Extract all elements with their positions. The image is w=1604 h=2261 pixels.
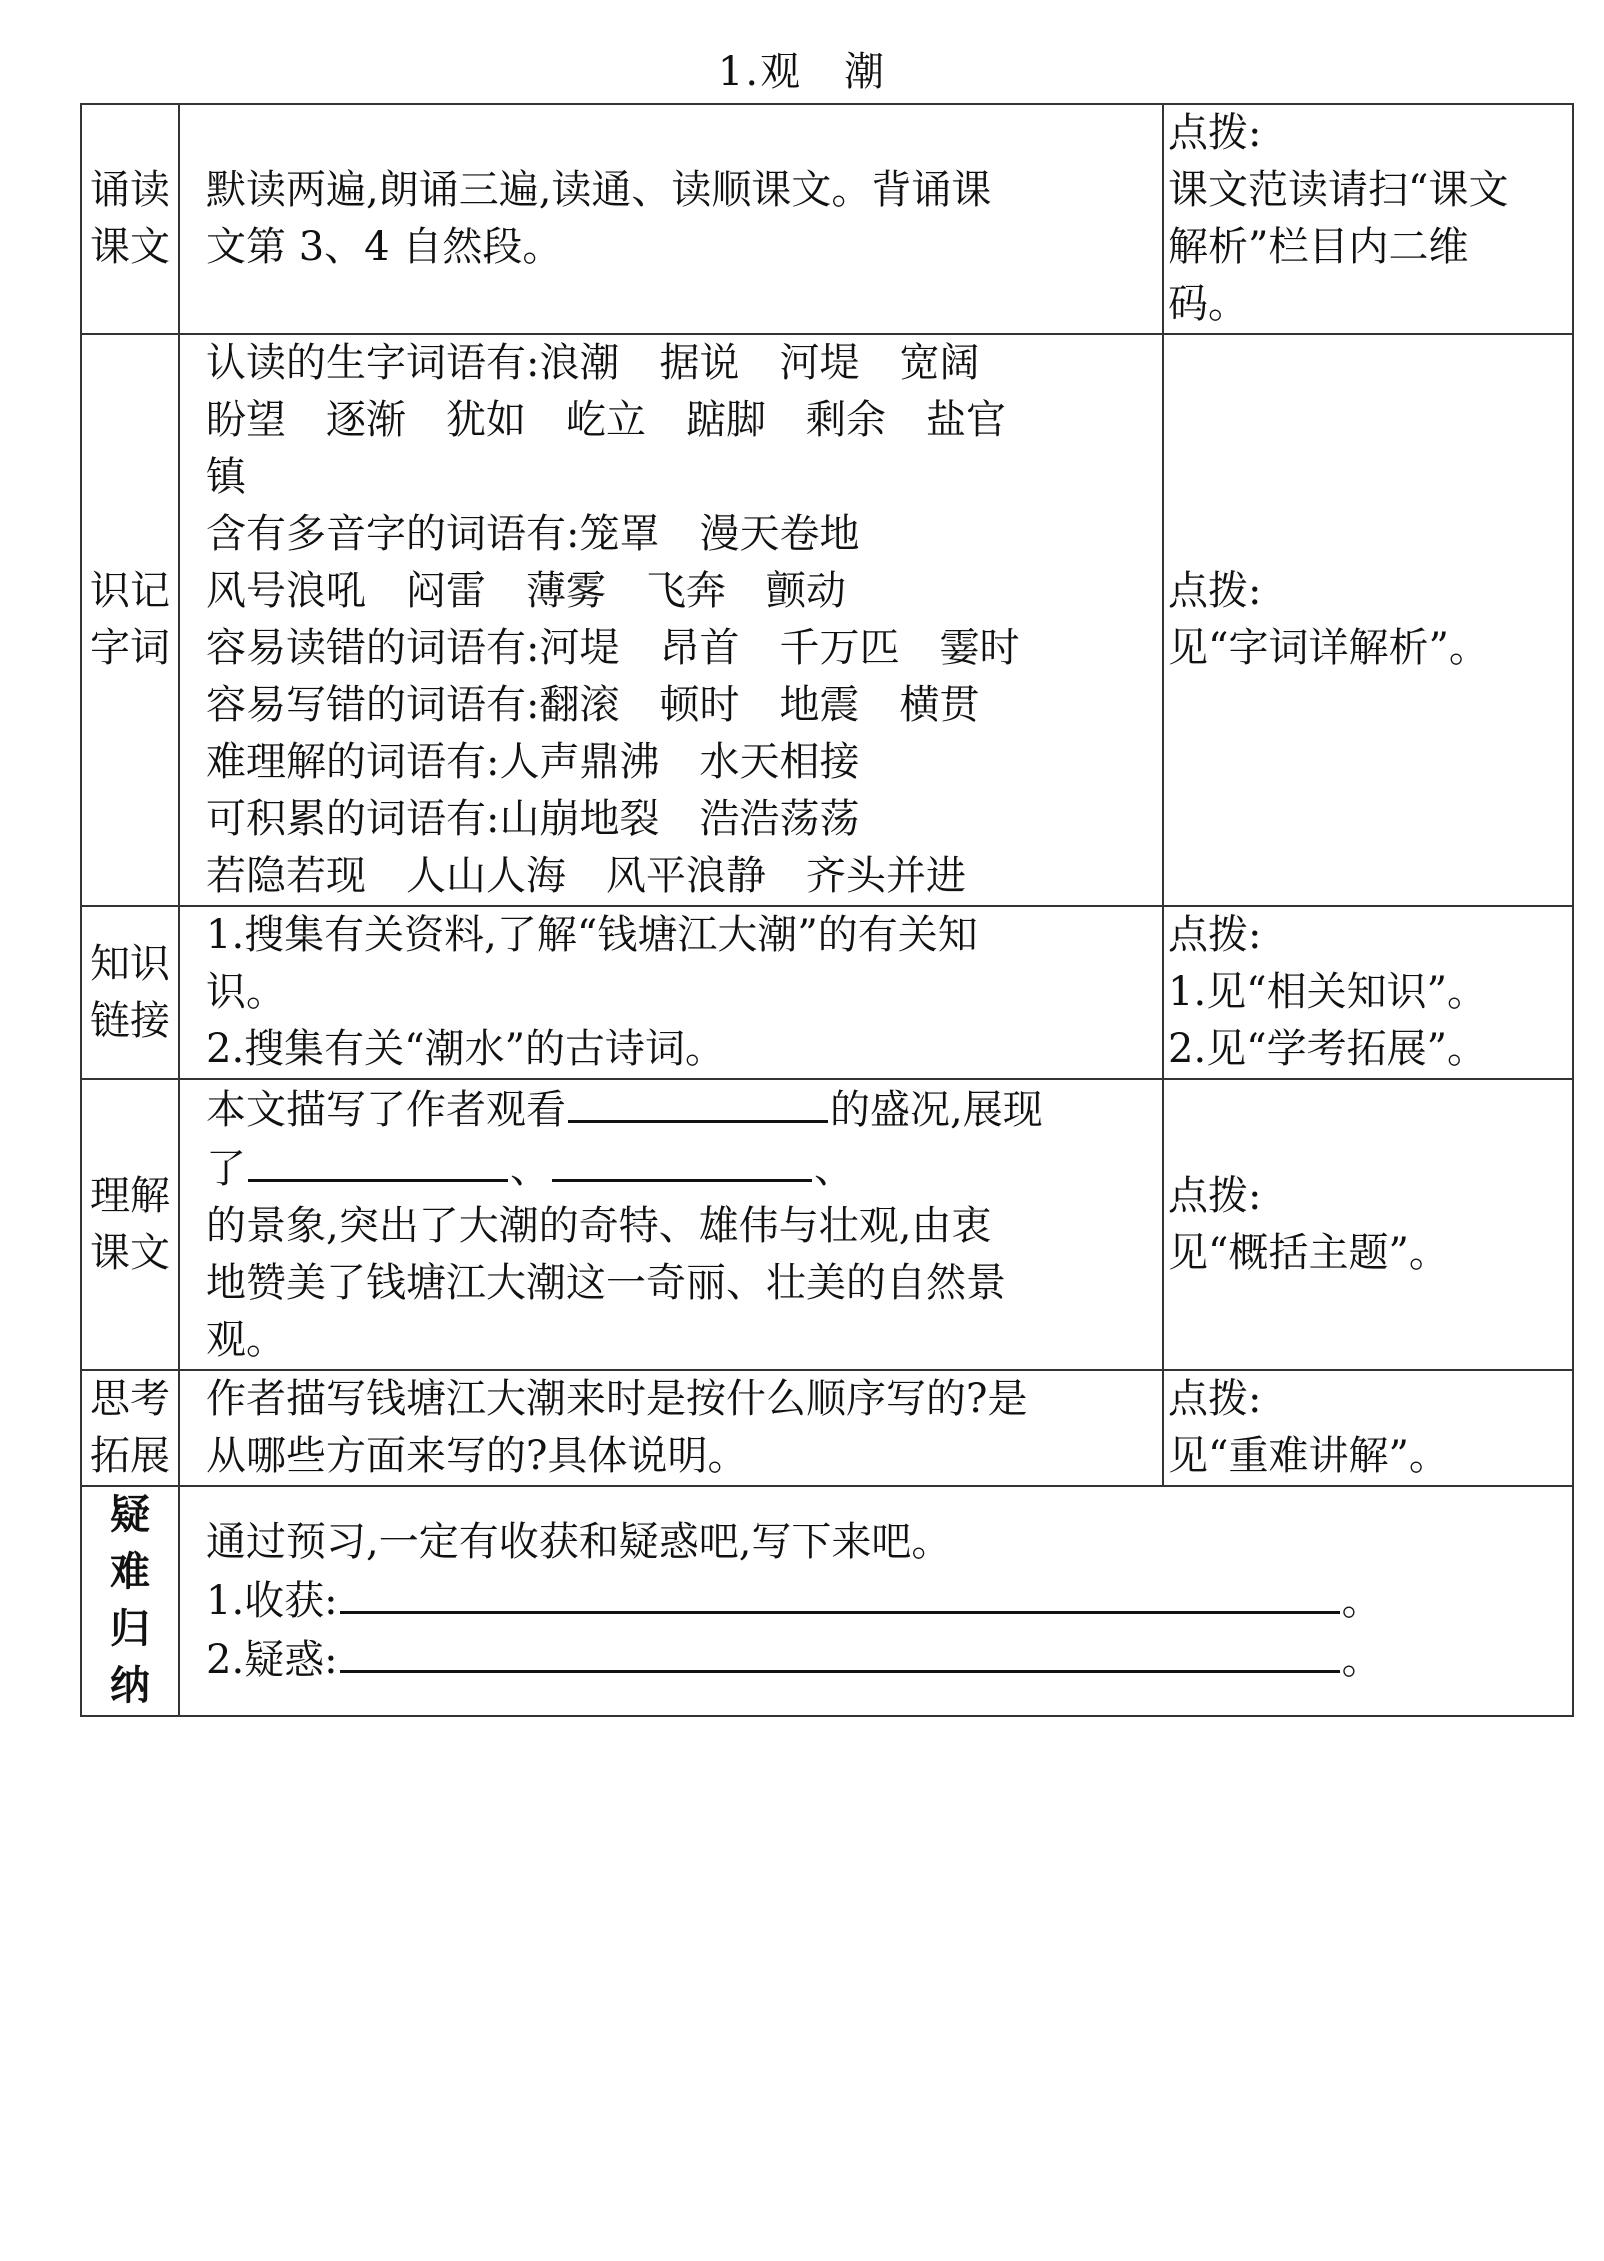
content-line: 观。 [206,1317,286,1363]
tip-line: 1.见“相关知识”。 [1168,969,1488,1015]
tip-line: 见“概括主题”。 [1168,1229,1449,1276]
content-line: 2.搜集有关“潮水”的古诗词。 [206,1026,726,1072]
content-line: 若隐若现 人山人海 风平浪静 齐头并进 [206,853,966,899]
row-content-summary [179,1486,1573,1716]
row-label-summary [81,1486,179,1716]
table-row [81,334,1573,906]
tip-line: 见“重难讲解”。 [1168,1433,1449,1479]
doubt-label: 2.疑惑: [206,1636,338,1683]
label-text: 诵读 [90,167,170,213]
tip-line: 点拨: [1168,1172,1262,1219]
content-line: 通过预习,一定有收获和疑惑吧,写下来吧。 [206,1518,952,1565]
content-line [206,1630,1564,1689]
row-tip-think [1163,1370,1573,1486]
fill-blank-1[interactable] [568,1080,828,1123]
content-line: 认读的生字词语有:浪潮 据说 河堤 宽阔 [206,340,980,386]
row-content-words [179,334,1163,906]
label-text: 思考 [90,1376,170,1422]
label-text: 疑 [110,1492,150,1538]
row-tip-knowledge [1163,906,1573,1079]
page-title: 1.观 潮 [717,49,887,95]
content-text: 。 [1341,1636,1382,1683]
gain-label: 1.收获: [206,1577,338,1624]
label-text: 字词 [90,625,170,671]
content-line [206,1080,1154,1139]
tip-line: 见“字词详解析”。 [1168,625,1489,671]
tip-line: 点拨: [1168,912,1262,958]
content-line: 识。 [206,969,286,1015]
label-text: 识记 [90,568,170,614]
tip-line: 点拨: [1168,1376,1262,1422]
table-row [81,1079,1573,1370]
doubt-blank[interactable] [340,1630,1340,1673]
content-line: 作者描写钱塘江大潮来时是按什么顺序写的?是 [206,1376,1028,1422]
row-tip-recite [1163,104,1573,334]
row-label-think [81,1370,179,1486]
content-line: 容易读错的词语有:河堤 昂首 千万匹 霎时 [206,625,1020,671]
tip-line: 解析”栏目内二维 [1168,224,1469,270]
content-line: 地赞美了钱塘江大潮这一奇丽、壮美的自然景 [206,1260,1006,1306]
tip-line: 课文范读请扫“课文 [1168,167,1509,213]
tip-line: 点拨: [1168,568,1262,614]
row-content-understand [179,1079,1163,1370]
fill-blank-2[interactable] [248,1139,508,1182]
content-text: 。 [1341,1577,1382,1624]
tip-line: 码。 [1168,281,1248,327]
label-text: 理解 [90,1172,170,1219]
content-text: 本文描写了作者观看 [206,1087,566,1133]
table-row [81,1486,1573,1716]
content-line [206,1571,1564,1630]
content-line [206,1139,1154,1198]
row-content-knowledge [179,906,1163,1079]
content-line: 文第 3、4 自然段。 [206,224,563,270]
content-text: 的盛况,展现 [830,1087,1043,1133]
gain-blank[interactable] [340,1571,1340,1614]
row-label-understand [81,1079,179,1370]
tip-line: 2.见“学考拓展”。 [1168,1026,1488,1072]
label-text: 知识 [90,940,170,987]
row-label-recite [81,104,179,334]
label-text: 拓展 [90,1433,170,1479]
content-line: 镇 [206,454,246,500]
fill-blank-3[interactable] [552,1139,812,1182]
tip-line: 点拨: [1168,110,1262,156]
content-text: 、 [510,1146,550,1192]
table-row [81,104,1573,334]
content-line: 难理解的词语有:人声鼎沸 水天相接 [206,739,860,785]
label-text: 课文 [90,1229,170,1276]
label-text: 难 [110,1549,150,1595]
row-label-knowledge [81,906,179,1079]
row-label-words [81,334,179,906]
content-text: 了 [206,1146,246,1192]
content-text: 、 [814,1146,854,1192]
content-line: 的景象,突出了大潮的奇特、雄伟与壮观,由衷 [206,1203,992,1249]
content-line: 风号浪吼 闷雷 薄雾 飞奔 颤动 [206,568,846,614]
preview-table [80,103,1574,1717]
content-line: 含有多音字的词语有:笼罩 漫天卷地 [206,511,860,557]
content-line: 容易写错的词语有:翻滚 顿时 地震 横贯 [206,682,980,728]
label-text: 课文 [90,224,170,270]
label-text: 归 [110,1606,150,1652]
row-content-recite [179,104,1163,334]
label-text: 纳 [110,1663,150,1709]
row-content-think [179,1370,1163,1486]
table-row [81,906,1573,1079]
content-line: 可积累的词语有:山崩地裂 浩浩荡荡 [206,796,860,842]
content-line: 默读两遍,朗诵三遍,读通、读顺课文。背诵课 [206,167,992,213]
content-line: 盼望 逐渐 犹如 屹立 踮脚 剩余 盐官 [206,397,1006,443]
row-tip-words [1163,334,1573,906]
content-line: 从哪些方面来写的?具体说明。 [206,1433,748,1479]
content-line: 1.搜集有关资料,了解“钱塘江大潮”的有关知 [206,912,978,958]
label-text: 链接 [90,997,170,1044]
table-row [81,1370,1573,1486]
row-tip-understand [1163,1079,1573,1370]
